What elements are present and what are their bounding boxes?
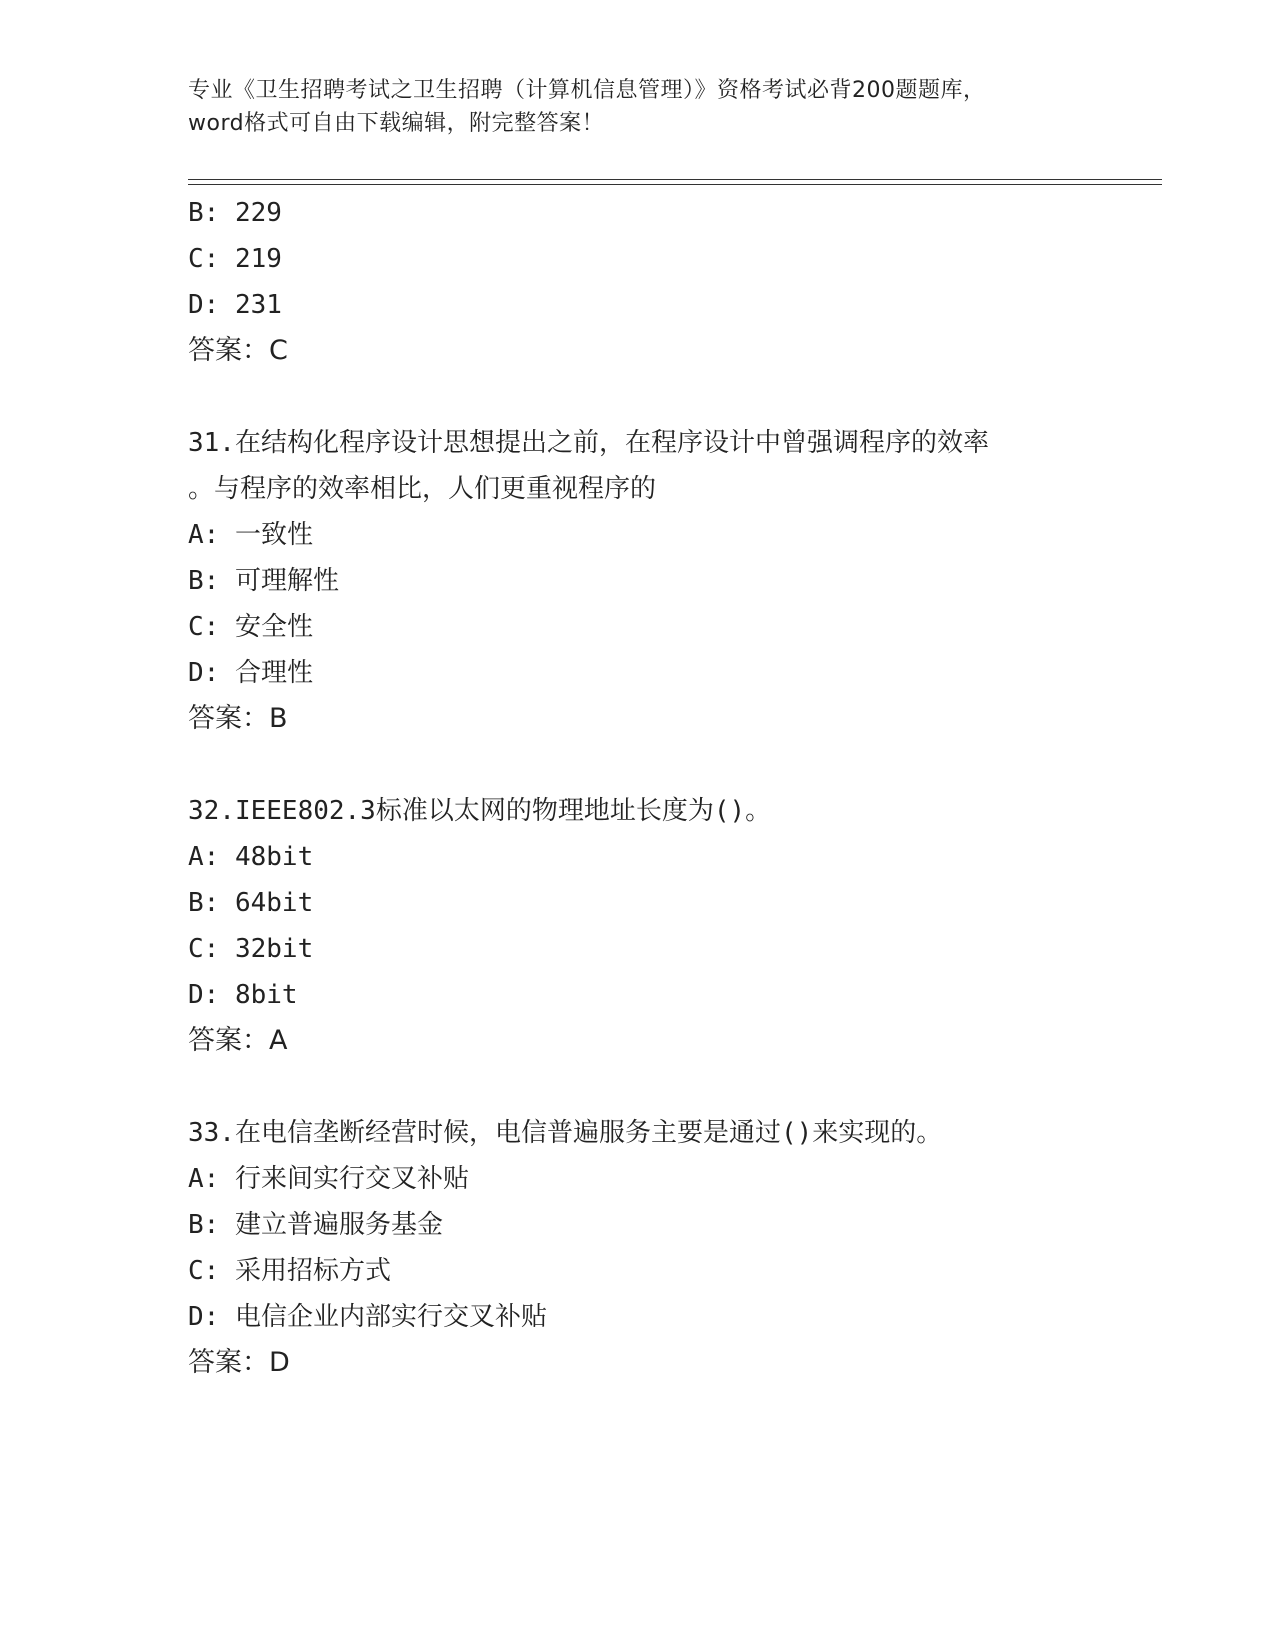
header-divider-top — [188, 179, 1162, 180]
option-a — [188, 512, 1088, 558]
question-30-partial — [188, 190, 1088, 374]
option-c — [188, 926, 1088, 972]
question-stem-line-1: 31.在结构化程序设计思想提出之前，在程序设计中曾强调程序的效率 — [188, 428, 989, 458]
option-d — [188, 972, 1088, 1018]
option-text: 64bit — [234, 888, 314, 918]
answer: 答案：D — [188, 1347, 290, 1378]
option-b — [188, 190, 1088, 236]
option-label: D: — [188, 290, 220, 320]
answer: 答案：B — [188, 703, 288, 734]
option-text: 8bit — [234, 980, 298, 1010]
option-label: B: — [188, 888, 220, 918]
answer: 答案：C — [188, 335, 288, 366]
option-text: 建立普遍服务基金 — [234, 1210, 443, 1240]
page-header — [188, 74, 1088, 140]
answer: 答案：A — [188, 1025, 288, 1056]
question-33 — [188, 1110, 1088, 1386]
option-b — [188, 880, 1088, 926]
option-label: B: — [188, 198, 220, 228]
option-b — [188, 558, 1088, 604]
option-label: A: — [188, 520, 220, 550]
option-text: 采用招标方式 — [234, 1256, 391, 1286]
option-label: D: — [188, 980, 220, 1010]
option-d — [188, 650, 1088, 696]
option-label: D: — [188, 658, 220, 688]
option-text: 电信企业内部实行交叉补贴 — [234, 1302, 547, 1332]
question-32 — [188, 788, 1088, 1064]
option-label: C: — [188, 244, 220, 274]
header-line-1: 专业《卫生招聘考试之卫生招聘（计算机信息管理）》资格考试必背200题题库， — [188, 78, 986, 103]
option-label: C: — [188, 934, 220, 964]
question-stem-line-1: 32.IEEE802.3标准以太网的物理地址长度为()。 — [188, 796, 772, 826]
option-text: 可理解性 — [234, 566, 339, 596]
option-text: 一致性 — [234, 520, 313, 550]
option-text: 219 — [234, 244, 282, 274]
option-label: D: — [188, 1302, 220, 1332]
option-c — [188, 1248, 1088, 1294]
option-label: C: — [188, 1256, 220, 1286]
option-c — [188, 604, 1088, 650]
question-stem-line-1: 33.在电信垄断经营时候，电信普遍服务主要是通过()来实现的。 — [188, 1118, 943, 1148]
option-label: A: — [188, 842, 220, 872]
option-c — [188, 236, 1088, 282]
option-a — [188, 1156, 1088, 1202]
option-d — [188, 1294, 1088, 1340]
option-d — [188, 282, 1088, 328]
option-label: A: — [188, 1164, 220, 1194]
option-a — [188, 834, 1088, 880]
option-text: 行来间实行交叉补贴 — [234, 1164, 469, 1194]
option-text: 231 — [234, 290, 282, 320]
option-text: 安全性 — [234, 612, 313, 642]
option-text: 合理性 — [234, 658, 313, 688]
header-divider-bottom — [188, 184, 1162, 185]
option-label: B: — [188, 1210, 220, 1240]
option-text: 32bit — [234, 934, 314, 964]
option-label: C: — [188, 612, 220, 642]
option-text: 229 — [234, 198, 282, 228]
question-31 — [188, 420, 1088, 742]
option-b — [188, 1202, 1088, 1248]
question-content — [188, 190, 1088, 1432]
option-label: B: — [188, 566, 220, 596]
header-line-2: word格式可自由下载编辑，附完整答案！ — [188, 111, 605, 136]
option-text: 48bit — [234, 842, 314, 872]
question-stem-line-2: 。与程序的效率相比，人们更重视程序的 — [188, 474, 657, 504]
